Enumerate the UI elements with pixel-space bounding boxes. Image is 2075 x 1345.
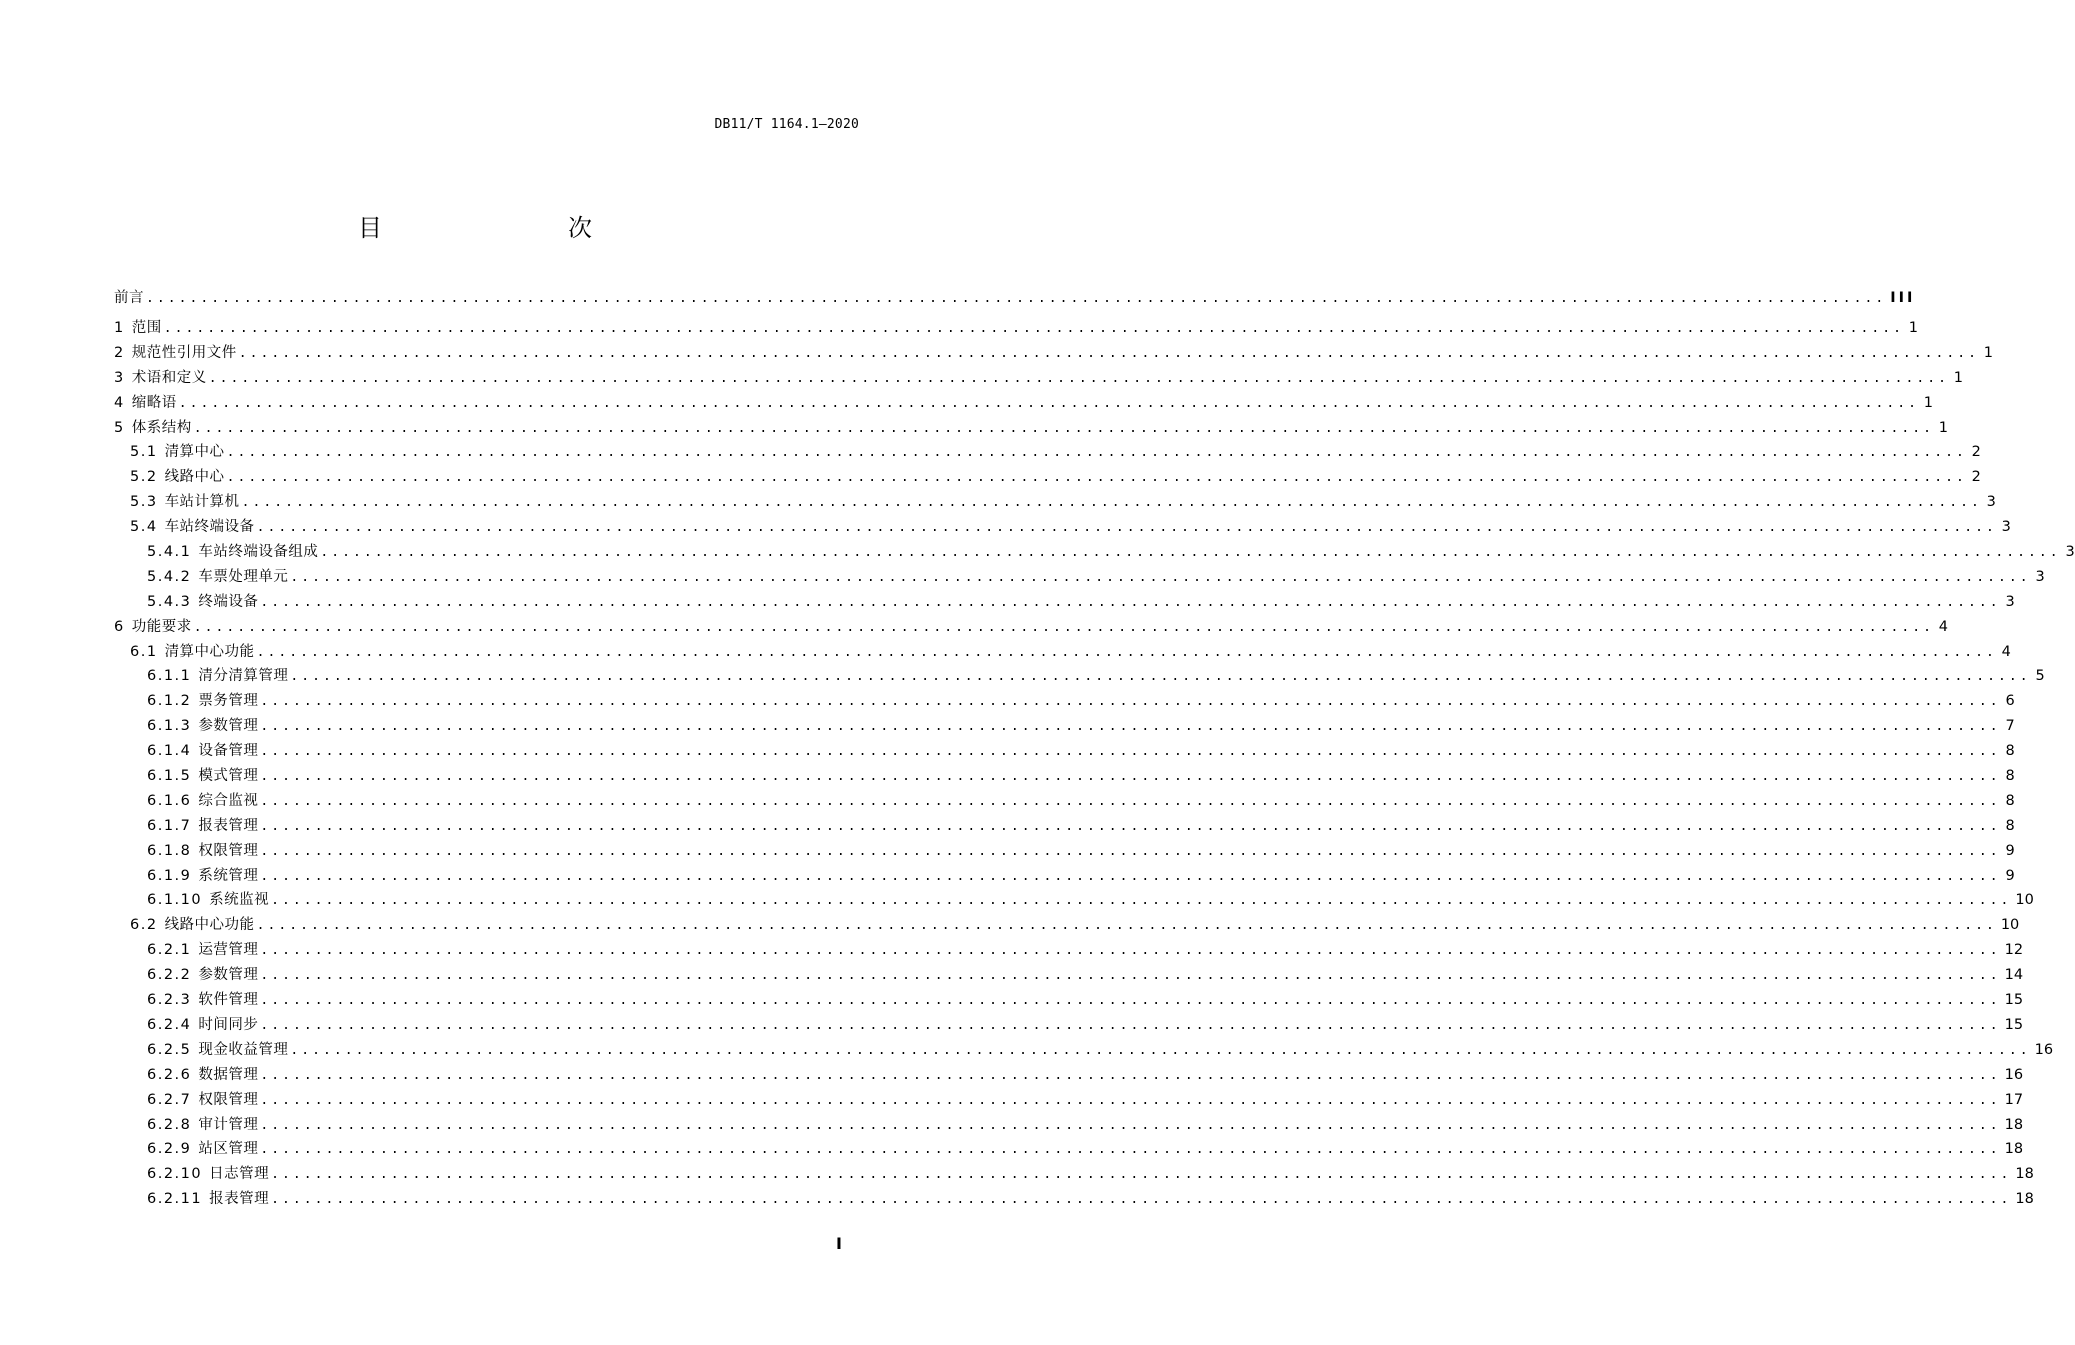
toc-entry-label	[147, 864, 258, 889]
toc-entry-label	[114, 615, 192, 640]
toc-entry[interactable]	[114, 913, 2020, 938]
dot-leader: ................................................................................................................................................................	[241, 495, 1982, 511]
toc-entry-label	[147, 1088, 258, 1113]
toc-entry[interactable]	[114, 714, 2015, 739]
toc-entry-page: 1	[1953, 369, 1963, 386]
toc-entry-number: 5	[114, 419, 125, 436]
toc-entry-title: 权限管理	[198, 842, 259, 859]
toc-entry-number: 6.2.2	[147, 967, 192, 984]
toc-entry[interactable]	[114, 341, 1993, 366]
toc-entry-label	[114, 366, 207, 391]
toc-entry-page: 16	[2034, 1041, 2054, 1058]
toc-entry-label	[147, 1013, 258, 1038]
toc-entry[interactable]	[114, 1013, 2024, 1038]
toc-entry-label	[147, 739, 258, 764]
toc-entry-number: 2	[114, 344, 125, 361]
toc-entry[interactable]	[114, 1113, 2024, 1138]
toc-entry-label	[147, 1162, 269, 1187]
toc-entry-number: 6.1.2	[147, 693, 192, 710]
dot-leader: ................................................................................................................................................................	[260, 694, 2001, 710]
toc-entry-number: 6	[114, 618, 125, 635]
toc-entry-title: 车站终端设备	[164, 519, 255, 536]
toc-entry[interactable]	[114, 864, 2015, 889]
toc-entry-label	[114, 285, 144, 311]
toc-entry[interactable]	[114, 963, 2024, 988]
toc-entry-title: 日志管理	[209, 1166, 270, 1183]
dot-leader: ................................................................................................................................................................	[208, 370, 1949, 386]
toc-entry-page: 1	[1983, 344, 1993, 361]
toc-entry-label	[147, 938, 258, 963]
toc-entry-title: 系统监视	[209, 892, 270, 909]
toc-entry-title: 时间同步	[198, 1016, 259, 1033]
toc-entry[interactable]	[114, 1187, 2034, 1212]
dot-leader: ................................................................................................................................................................	[260, 719, 2001, 735]
dot-leader: ................................................................................................................................................................	[260, 1142, 2001, 1158]
toc-entry-title: 清算中心功能	[164, 643, 255, 660]
toc-entry[interactable]	[114, 839, 2015, 864]
dot-leader: ................................................................................................................................................................	[146, 291, 1887, 306]
dot-leader: ................................................................................................................................................................	[193, 420, 1934, 436]
toc-entry-label	[147, 963, 258, 988]
toc-entry-number: 6.2.10	[147, 1166, 203, 1183]
toc-entry-page: 16	[2004, 1066, 2024, 1083]
toc-entry-title: 缩略语	[131, 394, 177, 411]
toc-entry[interactable]	[114, 938, 2024, 963]
toc-entry[interactable]	[114, 440, 1981, 465]
toc-entry-number: 6.1.5	[147, 768, 192, 785]
dot-leader: ................................................................................................................................................................	[163, 321, 1904, 336]
dot-leader: ................................................................................................................................................................	[260, 1017, 2001, 1033]
toc-entry-page: 6	[2005, 693, 2015, 710]
toc-heading: 目 次	[358, 214, 638, 242]
toc-entry[interactable]	[114, 988, 2024, 1013]
toc-entry[interactable]	[114, 391, 1933, 416]
dot-leader: ................................................................................................................................................................	[260, 818, 2001, 834]
toc-entry-label	[147, 590, 258, 615]
toc-entry-title: 数据管理	[198, 1066, 259, 1083]
toc-entry[interactable]	[114, 540, 2075, 565]
toc-entry-number: 6.1.4	[147, 743, 192, 760]
toc-entry[interactable]	[114, 590, 2015, 615]
toc-entry[interactable]	[114, 316, 1918, 341]
toc-entry-page: 3	[2001, 519, 2011, 536]
toc-entry[interactable]	[114, 640, 2011, 665]
toc-entry-title: 模式管理	[198, 768, 259, 785]
dot-leader: ................................................................................................................................................................	[226, 470, 1967, 486]
toc-entry-title: 报表管理	[209, 1191, 270, 1208]
toc-entry-title: 终端设备	[198, 593, 259, 610]
dot-leader: ................................................................................................................................................................	[193, 619, 1934, 635]
toc-entry-page: 14	[2004, 967, 2024, 984]
toc-entry-title: 审计管理	[198, 1116, 259, 1133]
toc-entry-number: 6.2	[130, 917, 158, 934]
dot-leader: ................................................................................................................................................................	[260, 868, 2001, 884]
toc-entry[interactable]	[114, 465, 1981, 490]
toc-entry[interactable]	[114, 1038, 2054, 1063]
toc-entry-number: 5.4.2	[147, 568, 192, 585]
toc-entry-number: 5.3	[130, 494, 158, 511]
toc-entry-page: 3	[2005, 593, 2015, 610]
toc-entry[interactable]	[114, 565, 2045, 590]
toc-entry[interactable]	[114, 515, 2011, 540]
toc-entry-label	[114, 416, 192, 441]
dot-leader: ................................................................................................................................................................	[260, 594, 2001, 610]
toc-entry-label	[114, 391, 177, 416]
toc-entry-page: 15	[2004, 1016, 2024, 1033]
toc-entry-number: 6.1.7	[147, 817, 192, 834]
toc-entry-page: 18	[2004, 1141, 2024, 1158]
toc-entry-label	[114, 341, 237, 366]
toc-entry-label	[114, 316, 162, 341]
toc-entry-page: 15	[2004, 992, 2024, 1009]
toc-entry-page: 2	[1971, 469, 1981, 486]
toc-entry-page: 4	[1938, 618, 1948, 635]
toc-entry[interactable]	[114, 366, 1963, 391]
toc-entry[interactable]	[114, 1088, 2024, 1113]
toc-entry-number: 6.2.5	[147, 1041, 192, 1058]
toc-entry[interactable]	[114, 1063, 2024, 1088]
toc-entry-page: 10	[2015, 892, 2034, 909]
toc-entry[interactable]	[114, 615, 1948, 640]
toc-entry-number: 5.4.1	[147, 544, 192, 561]
toc-entry[interactable]	[114, 1162, 2034, 1187]
toc-entry-number: 6.1.6	[147, 792, 192, 809]
toc-entry-number: 5.1	[130, 444, 158, 461]
toc-entry-page: 2	[1971, 444, 1981, 461]
dot-leader: ................................................................................................................................................................	[260, 793, 2001, 809]
toc-entry-number: 1	[114, 320, 125, 336]
toc-entry-number: 5.2	[130, 469, 158, 486]
toc-entry[interactable]	[114, 888, 2034, 913]
dot-leader: ................................................................................................................................................................	[256, 918, 1997, 934]
toc-entry-number: 6.1.8	[147, 842, 192, 859]
toc-entry-label	[147, 764, 258, 789]
toc-entry-number: 6.1	[130, 643, 158, 660]
toc-entry[interactable]	[114, 739, 2015, 764]
toc-entry-title: 清算中心	[164, 444, 225, 461]
dot-leader: ................................................................................................................................................................	[290, 669, 2031, 685]
toc-entry-number: 6.2.7	[147, 1091, 192, 1108]
document-code: DB11/T 1164.1—2020	[714, 117, 859, 132]
toc-entry-page: 7	[2005, 718, 2015, 735]
toc-entry-page: 8	[2005, 817, 2015, 834]
dot-leader: ................................................................................................................................................................	[260, 968, 2001, 984]
toc-entry-label	[130, 913, 255, 938]
toc-entry-title: 范围	[131, 320, 162, 336]
toc-entry-title: 票务管理	[198, 693, 259, 710]
toc-entry-page: 8	[2005, 743, 2015, 760]
toc-entry-title: 参数管理	[198, 967, 259, 984]
toc-entry-page: 9	[2005, 867, 2015, 884]
toc-entry-number: 6.1.10	[147, 892, 203, 909]
toc-entry-label	[147, 1038, 288, 1063]
toc-entry-number: 6.1.3	[147, 718, 192, 735]
toc-entry-number: 4	[114, 394, 125, 411]
dot-leader: ................................................................................................................................................................	[260, 744, 2001, 760]
toc-entry-label	[147, 1187, 269, 1212]
toc-entry-page: III	[1890, 290, 1916, 306]
toc-entry-page: 1	[1938, 419, 1948, 436]
toc-entry-number: 6.2.1	[147, 942, 192, 959]
toc-entry-title: 系统管理	[198, 867, 259, 884]
dot-leader: ................................................................................................................................................................	[260, 843, 2001, 859]
toc-entry-page: 5	[2035, 668, 2045, 685]
toc-entry-title: 权限管理	[198, 1091, 259, 1108]
toc-entry-label	[147, 1063, 258, 1088]
toc-entry-title: 报表管理	[198, 817, 259, 834]
toc-entry-label	[147, 565, 288, 590]
toc-entry[interactable]	[114, 1137, 2024, 1162]
toc-entry-label	[147, 1113, 258, 1138]
toc-entry-number: 6.2.8	[147, 1116, 192, 1133]
toc-entry-page: 17	[2004, 1091, 2024, 1108]
toc-entry-page: 3	[1986, 494, 1996, 511]
toc-entry[interactable]	[114, 764, 2015, 789]
toc-entry-number: 3	[114, 369, 125, 386]
dot-leader: ................................................................................................................................................................	[256, 520, 1997, 536]
toc-entry-title: 清分清算管理	[198, 668, 289, 685]
toc-entry[interactable]	[114, 664, 2045, 689]
toc-entry-label	[147, 789, 258, 814]
dot-leader: ................................................................................................................................................................	[290, 1042, 2031, 1058]
toc-entry-number: 6.2.11	[147, 1191, 203, 1208]
toc-entry-page: 3	[2065, 544, 2075, 561]
toc-entry[interactable]	[114, 689, 2015, 714]
toc-entry-label	[147, 714, 258, 739]
toc-entry-label	[147, 689, 258, 714]
toc-entry-number: 5.4	[130, 519, 158, 536]
toc-entry-title: 车票处理单元	[198, 568, 289, 585]
dot-leader: ................................................................................................................................................................	[260, 1067, 2001, 1083]
toc-entry-number: 6.1.1	[147, 668, 192, 685]
toc-entry-title: 前言	[114, 290, 144, 306]
toc-entry-title: 现金收益管理	[198, 1041, 289, 1058]
toc-entry-title: 车站终端设备组成	[198, 544, 319, 561]
toc-entry-page: 8	[2005, 768, 2015, 785]
toc-entry-number: 5.4.3	[147, 593, 192, 610]
toc-entry-page: 18	[2004, 1116, 2024, 1133]
dot-leader: ................................................................................................................................................................	[226, 445, 1967, 461]
toc-entry-title: 车站计算机	[164, 494, 240, 511]
toc-entry-label	[147, 839, 258, 864]
dot-leader: ................................................................................................................................................................	[178, 395, 1919, 411]
toc-entry-label	[130, 490, 240, 515]
toc-entry-number: 6.2.3	[147, 992, 192, 1009]
toc-entry-title: 规范性引用文件	[131, 344, 237, 361]
toc-entry-title: 站区管理	[198, 1141, 259, 1158]
dot-leader: ................................................................................................................................................................	[271, 1167, 2012, 1183]
toc-entry-number: 6.2.6	[147, 1066, 192, 1083]
toc-entry-page: 1	[1908, 320, 1918, 336]
dot-leader: ................................................................................................................................................................	[260, 993, 2001, 1009]
toc-entry-title: 线路中心功能	[164, 917, 255, 934]
dot-leader: ................................................................................................................................................................	[290, 569, 2031, 585]
toc-entry[interactable]	[114, 285, 1916, 316]
toc-entry-label	[130, 640, 255, 665]
toc-entry[interactable]	[114, 416, 1948, 441]
toc-entry-label	[147, 814, 258, 839]
toc-entry-page: 4	[2001, 643, 2011, 660]
dot-leader: ................................................................................................................................................................	[271, 1192, 2012, 1208]
dot-leader: ................................................................................................................................................................	[260, 943, 2001, 959]
toc-entry-label	[147, 988, 258, 1013]
dot-leader: ................................................................................................................................................................	[238, 345, 1979, 361]
toc-entry-title: 线路中心	[164, 469, 225, 486]
toc-entry-page: 8	[2005, 792, 2015, 809]
toc-entry-page: 18	[2015, 1191, 2034, 1208]
toc-entry[interactable]	[114, 789, 2015, 814]
toc-entry-page: 18	[2015, 1166, 2034, 1183]
dot-leader: ................................................................................................................................................................	[320, 545, 2061, 561]
toc-entry-title: 综合监视	[198, 792, 259, 809]
toc-entry-page: 12	[2004, 942, 2024, 959]
toc-entry-title: 参数管理	[198, 718, 259, 735]
toc-entry-title: 软件管理	[198, 992, 259, 1009]
toc-entry[interactable]	[114, 490, 1996, 515]
toc-entry-title: 术语和定义	[131, 369, 207, 386]
toc-entry-page: 1	[1923, 394, 1933, 411]
toc-entry-number: 6.2.4	[147, 1016, 192, 1033]
toc-entry-title: 功能要求	[131, 618, 192, 635]
toc-entry-title: 设备管理	[198, 743, 259, 760]
dot-leader: ................................................................................................................................................................	[260, 1092, 2001, 1108]
footer-page-number: I	[836, 1234, 842, 1253]
dot-leader: ................................................................................................................................................................	[260, 769, 2001, 785]
toc-entry-title: 运营管理	[198, 942, 259, 959]
toc-entry-label	[147, 1137, 258, 1162]
toc-entry-page: 10	[2000, 917, 2020, 934]
toc-entry-label	[130, 440, 225, 465]
toc-entry-title: 体系结构	[131, 419, 192, 436]
toc-entry-label	[147, 888, 269, 913]
dot-leader: ................................................................................................................................................................	[271, 893, 2012, 909]
table-of-contents	[114, 285, 2075, 1212]
toc-entry[interactable]	[114, 814, 2015, 839]
dot-leader: ................................................................................................................................................................	[260, 1117, 2001, 1133]
dot-leader: ................................................................................................................................................................	[256, 644, 1997, 660]
toc-entry-number: 6.2.9	[147, 1141, 192, 1158]
toc-entry-page: 9	[2005, 842, 2015, 859]
toc-entry-label	[130, 465, 225, 490]
toc-entry-label	[147, 540, 318, 565]
toc-entry-label	[147, 664, 288, 689]
toc-entry-label	[130, 515, 255, 540]
toc-entry-number: 6.1.9	[147, 867, 192, 884]
toc-entry-page: 3	[2035, 568, 2045, 585]
